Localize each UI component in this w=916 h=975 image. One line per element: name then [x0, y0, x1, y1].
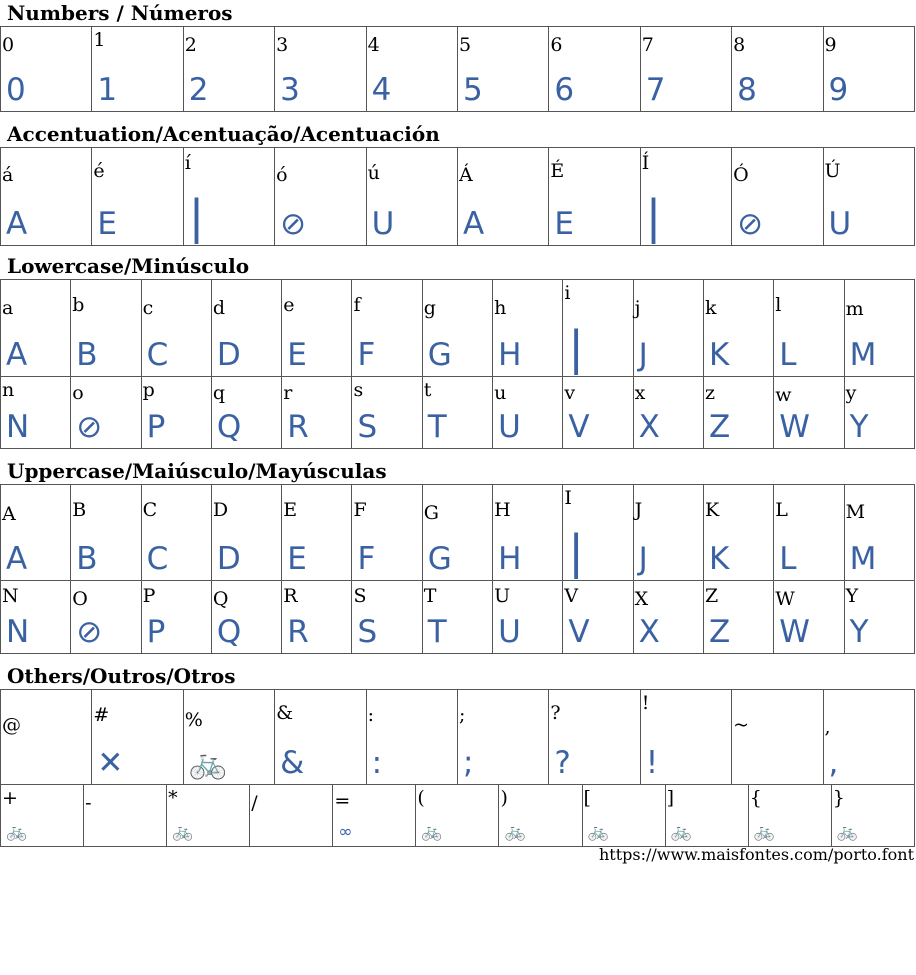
glyph-sample: |	[568, 525, 584, 579]
glyph-cell	[844, 485, 914, 581]
section-title-uppercase: Uppercase/Maiúsculo/Mayúsculas	[7, 459, 387, 483]
glyph-cell	[493, 280, 563, 377]
glyph-cell	[457, 148, 548, 246]
glyph-sample: D	[216, 337, 241, 373]
glyph-cell	[493, 485, 563, 581]
glyph-sample: 🚲	[6, 822, 28, 842]
character-label: #	[93, 704, 110, 726]
glyph-cell	[1, 280, 71, 377]
character-label: N	[2, 585, 19, 607]
glyph-sample: G	[427, 337, 452, 373]
glyph-sample: F	[357, 337, 376, 373]
glyph-cell	[352, 485, 422, 581]
glyph-cell	[282, 581, 352, 654]
character-label: ]	[666, 787, 675, 809]
glyph-sample: H	[498, 541, 522, 577]
glyph-sample: ?	[554, 745, 571, 781]
glyph-cell	[275, 148, 366, 246]
character-label: l	[775, 294, 782, 316]
character-label: x	[634, 382, 646, 404]
glyph-sample: 🚲	[753, 822, 775, 842]
character-label: I	[564, 487, 572, 509]
glyph-sample: 🚲	[421, 822, 443, 842]
glyph-cell	[703, 485, 773, 581]
glyph-sample: Z	[708, 409, 731, 445]
glyph-sample: A	[6, 337, 28, 373]
glyph-cell	[499, 785, 582, 847]
glyph-cell	[823, 148, 914, 246]
glyph-cell	[282, 280, 352, 377]
glyph-sample: M	[849, 541, 877, 577]
character-label: &	[276, 702, 294, 724]
glyph-sample: ∞	[338, 822, 353, 842]
character-label: O	[72, 588, 88, 610]
glyph-cell	[333, 785, 416, 847]
glyph-cell	[211, 377, 281, 449]
glyph-cell	[732, 690, 823, 785]
glyph-cell	[582, 785, 665, 847]
glyph-sample: D	[216, 541, 241, 577]
glyph-sample: 🚲	[504, 822, 526, 842]
glyph-cell	[823, 27, 914, 112]
glyph-sample: B	[76, 337, 98, 373]
glyph-sample: F	[357, 541, 376, 577]
glyph-cell	[665, 785, 748, 847]
character-label: M	[845, 501, 866, 523]
glyph-sample: 2	[188, 72, 209, 108]
section-title-numbers: Numbers / Números	[7, 1, 233, 25]
glyph-cell	[640, 690, 731, 785]
character-label: {	[749, 787, 762, 809]
glyph-cell	[563, 377, 633, 449]
glyph-sample: T	[427, 614, 447, 650]
glyph-cell	[366, 27, 457, 112]
character-label: 8	[733, 34, 746, 56]
glyph-sample: U	[498, 614, 521, 650]
character-label: g	[423, 297, 436, 319]
glyph-sample: ✕	[97, 745, 124, 781]
character-label: P	[142, 585, 156, 607]
glyph-sample: V	[568, 614, 590, 650]
glyph-cell	[282, 377, 352, 449]
character-label: (	[417, 787, 425, 809]
glyph-cell	[1, 690, 92, 785]
character-label: *	[168, 787, 178, 809]
character-label: 3	[276, 34, 289, 56]
glyph-sample: C	[146, 337, 169, 373]
glyph-cell	[183, 148, 274, 246]
uppercase-table	[0, 484, 915, 654]
glyph-sample: A	[462, 206, 485, 242]
glyph-cell	[84, 785, 167, 847]
others-table-2	[0, 784, 915, 847]
glyph-sample: J	[638, 337, 648, 373]
glyph-cell	[703, 581, 773, 654]
character-label: d	[212, 297, 226, 319]
glyph-cell	[844, 581, 914, 654]
character-label: R	[283, 585, 298, 607]
others-row-2	[1, 785, 915, 847]
glyph-sample: X	[638, 409, 660, 445]
lowercase-row-2	[1, 377, 915, 449]
character-label: j	[634, 297, 641, 319]
character-label: É	[550, 160, 565, 182]
glyph-sample: P	[146, 614, 166, 650]
character-label: r	[283, 382, 293, 404]
lowercase-table	[0, 279, 915, 449]
character-label: k	[704, 297, 717, 319]
glyph-sample: 🚲	[587, 822, 609, 842]
glyph-sample: C	[146, 541, 169, 577]
glyph-cell	[422, 485, 492, 581]
glyph-sample: Y	[849, 614, 869, 650]
glyph-cell	[457, 690, 548, 785]
character-label: :	[367, 704, 374, 726]
glyph-cell	[732, 27, 823, 112]
character-label: ?	[550, 702, 561, 724]
character-label: n	[2, 379, 15, 401]
glyph-sample: S	[357, 614, 378, 650]
glyph-cell	[71, 581, 141, 654]
character-label: v	[564, 382, 576, 404]
glyph-cell	[282, 485, 352, 581]
section-title-accentuation: Accentuation/Acentuação/Acentuación	[7, 122, 440, 146]
character-label: 2	[184, 34, 197, 56]
character-label: c	[142, 297, 154, 319]
glyph-cell	[1, 377, 71, 449]
glyph-sample: B	[76, 541, 98, 577]
glyph-sample: V	[568, 409, 590, 445]
glyph-sample: Q	[216, 409, 242, 445]
glyph-cell	[422, 377, 492, 449]
glyph-cell	[366, 148, 457, 246]
glyph-sample: P	[146, 409, 166, 445]
glyph-cell	[563, 485, 633, 581]
character-label: J	[634, 499, 643, 521]
character-label: E	[283, 499, 298, 521]
character-label: K	[704, 499, 720, 521]
glyph-cell	[774, 581, 844, 654]
glyph-sample: 9	[828, 72, 849, 108]
glyph-cell	[211, 581, 281, 654]
character-label: Ú	[824, 160, 841, 182]
glyph-sample: 🚲	[172, 822, 194, 842]
glyph-sample: 1	[97, 72, 118, 108]
glyph-sample: 5	[462, 72, 483, 108]
character-label: H	[494, 499, 511, 521]
character-label: 1	[93, 29, 106, 51]
glyph-cell	[633, 581, 703, 654]
character-label: !	[641, 692, 650, 714]
glyph-sample: 3	[280, 72, 300, 108]
character-label: s	[353, 379, 364, 401]
lowercase-row-1	[1, 280, 915, 377]
glyph-cell	[71, 485, 141, 581]
character-label: u	[494, 382, 507, 404]
character-label: m	[845, 298, 864, 320]
glyph-sample: N	[6, 409, 30, 445]
character-label: a	[2, 297, 14, 319]
glyph-cell	[549, 27, 640, 112]
glyph-cell	[167, 785, 250, 847]
glyph-sample: L	[779, 541, 797, 577]
character-label: 0	[2, 34, 15, 56]
glyph-sample: &	[280, 745, 305, 781]
glyph-cell	[1, 485, 71, 581]
character-label: U	[494, 585, 511, 607]
glyph-cell	[1, 27, 92, 112]
character-label: T	[423, 585, 437, 607]
glyph-cell	[275, 690, 366, 785]
glyph-sample: R	[287, 614, 309, 650]
character-label: Q	[212, 588, 229, 610]
glyph-sample: K	[708, 337, 730, 373]
glyph-sample: H	[498, 337, 522, 373]
glyph-cell	[141, 581, 211, 654]
character-label: ó	[276, 164, 288, 186]
glyph-sample: |	[645, 190, 662, 244]
glyph-cell	[352, 581, 422, 654]
character-label: +	[2, 787, 18, 809]
glyph-cell	[774, 485, 844, 581]
glyph-sample: W	[779, 614, 810, 650]
character-label: A	[2, 503, 16, 525]
glyph-sample: !	[645, 745, 659, 781]
glyph-cell	[352, 280, 422, 377]
character-label: 6	[550, 34, 563, 56]
glyph-sample: U	[371, 206, 395, 242]
glyph-cell	[352, 377, 422, 449]
section-title-lowercase: Lowercase/Minúsculo	[7, 254, 250, 278]
glyph-sample: K	[708, 541, 730, 577]
glyph-sample: 8	[737, 72, 757, 108]
glyph-sample: E	[554, 206, 574, 242]
glyph-cell	[563, 581, 633, 654]
glyph-cell	[92, 27, 183, 112]
glyph-cell	[92, 148, 183, 246]
glyph-cell	[831, 785, 914, 847]
character-label: -	[85, 792, 92, 814]
glyph-cell	[141, 377, 211, 449]
glyph-cell	[493, 581, 563, 654]
glyph-cell	[549, 690, 640, 785]
glyph-cell	[71, 280, 141, 377]
glyph-sample: 6	[554, 72, 575, 108]
glyph-sample: X	[638, 614, 660, 650]
glyph-cell	[422, 581, 492, 654]
accentuation-table	[0, 147, 915, 246]
character-label: C	[142, 499, 158, 521]
numbers-table	[0, 26, 915, 112]
glyph-cell	[774, 280, 844, 377]
character-label: f	[353, 294, 361, 316]
character-label: Y	[845, 585, 859, 607]
character-label: [	[583, 787, 591, 809]
glyph-cell	[211, 485, 281, 581]
glyph-sample: M	[849, 337, 877, 373]
glyph-sample: ⊘	[737, 206, 764, 242]
glyph-cell	[71, 377, 141, 449]
character-label: b	[72, 294, 85, 316]
character-label: z	[704, 382, 715, 404]
glyph-sample: |	[188, 190, 205, 244]
character-label: ú	[367, 162, 380, 184]
glyph-cell	[141, 280, 211, 377]
character-label: ;	[458, 704, 466, 726]
glyph-sample: J	[638, 541, 648, 577]
character-label: 5	[458, 34, 472, 56]
glyph-sample: G	[427, 541, 452, 577]
glyph-sample: ,	[828, 745, 839, 781]
glyph-cell	[92, 690, 183, 785]
glyph-cell	[211, 280, 281, 377]
glyph-sample: E	[287, 541, 307, 577]
uppercase-row-2	[1, 581, 915, 654]
glyph-sample: W	[779, 409, 810, 445]
source-url: https://www.maisfontes.com/porto.font	[599, 845, 914, 864]
glyph-sample: T	[427, 409, 447, 445]
glyph-cell	[774, 377, 844, 449]
glyph-sample: N	[6, 614, 30, 650]
character-label: t	[423, 379, 432, 401]
glyph-sample: 🚲	[670, 822, 692, 842]
glyph-cell	[416, 785, 499, 847]
glyph-cell	[563, 280, 633, 377]
glyph-sample: A	[6, 541, 28, 577]
glyph-sample: 7	[645, 72, 666, 108]
character-label: S	[353, 585, 367, 607]
glyph-cell	[844, 377, 914, 449]
character-label: )	[500, 787, 508, 809]
character-label: B	[72, 499, 87, 521]
glyph-sample: Z	[708, 614, 731, 650]
accentuation-row	[1, 148, 915, 246]
character-label: h	[494, 297, 507, 319]
character-label: Z	[704, 585, 719, 607]
character-label: @	[2, 714, 21, 736]
glyph-sample: 🚲	[188, 745, 228, 781]
character-label: G	[423, 502, 439, 524]
glyph-sample: S	[357, 409, 378, 445]
glyph-sample: ⊘	[76, 614, 103, 650]
glyph-sample: :	[371, 745, 383, 781]
glyph-cell	[703, 280, 773, 377]
character-label: /	[251, 792, 258, 814]
glyph-cell	[703, 377, 773, 449]
character-label: í	[184, 152, 191, 174]
character-label: e	[283, 294, 295, 316]
glyph-cell	[1, 785, 84, 847]
glyph-sample: U	[828, 206, 852, 242]
glyph-cell	[275, 27, 366, 112]
glyph-cell	[844, 280, 914, 377]
glyph-sample: E	[287, 337, 307, 373]
character-label: 9	[824, 34, 837, 56]
character-label: ~	[733, 714, 750, 736]
glyph-cell	[422, 280, 492, 377]
character-label: Ó	[733, 164, 749, 186]
character-label: 7	[641, 34, 654, 56]
glyph-sample: Q	[216, 614, 242, 650]
character-label: ,	[824, 716, 831, 738]
glyph-sample: 4	[371, 72, 392, 108]
glyph-sample: 🚲	[836, 822, 858, 842]
glyph-cell	[1, 148, 92, 246]
character-label: é	[93, 160, 105, 182]
character-label: X	[634, 588, 649, 610]
character-label: V	[564, 585, 579, 607]
glyph-cell	[633, 377, 703, 449]
character-label: D	[212, 499, 229, 521]
character-label: á	[2, 164, 14, 186]
character-label: W	[775, 588, 795, 610]
glyph-sample: U	[498, 409, 521, 445]
character-label: 4	[367, 34, 380, 56]
glyph-sample: R	[287, 409, 309, 445]
glyph-cell	[457, 27, 548, 112]
character-label: Á	[458, 164, 473, 186]
glyph-cell	[493, 377, 563, 449]
glyph-cell	[640, 27, 731, 112]
glyph-sample: Y	[849, 409, 869, 445]
glyph-cell	[183, 27, 274, 112]
character-label: o	[72, 382, 84, 404]
character-label: Í	[641, 152, 650, 174]
glyph-sample: |	[568, 321, 584, 375]
glyph-cell	[366, 690, 457, 785]
glyph-cell	[633, 485, 703, 581]
glyph-sample: E	[97, 206, 117, 242]
section-title-others: Others/Outros/Otros	[7, 664, 236, 688]
glyph-cell	[250, 785, 333, 847]
character-label: =	[334, 790, 351, 812]
glyph-sample: ⊘	[76, 409, 103, 445]
others-row-1	[1, 690, 915, 785]
uppercase-row-1	[1, 485, 915, 581]
glyph-cell	[1, 581, 71, 654]
glyph-cell	[183, 690, 274, 785]
numbers-row	[1, 27, 915, 112]
glyph-cell	[633, 280, 703, 377]
character-label: F	[353, 499, 367, 521]
glyph-cell	[141, 485, 211, 581]
character-label: L	[775, 499, 788, 521]
glyph-sample: A	[6, 206, 28, 242]
glyph-cell	[549, 148, 640, 246]
glyph-cell	[640, 148, 731, 246]
character-label: w	[775, 384, 792, 406]
character-label: %	[184, 709, 203, 731]
glyph-sample: L	[779, 337, 797, 373]
glyph-sample: ⊘	[280, 206, 307, 242]
character-label: }	[832, 787, 845, 809]
others-table-1	[0, 689, 915, 785]
character-label: p	[142, 379, 155, 401]
character-label: i	[564, 282, 571, 304]
glyph-cell	[748, 785, 831, 847]
character-label: y	[845, 382, 857, 404]
character-label: q	[212, 382, 226, 404]
glyph-cell	[823, 690, 914, 785]
glyph-sample: ;	[462, 745, 474, 781]
glyph-cell	[732, 148, 823, 246]
glyph-sample: 0	[6, 72, 26, 108]
